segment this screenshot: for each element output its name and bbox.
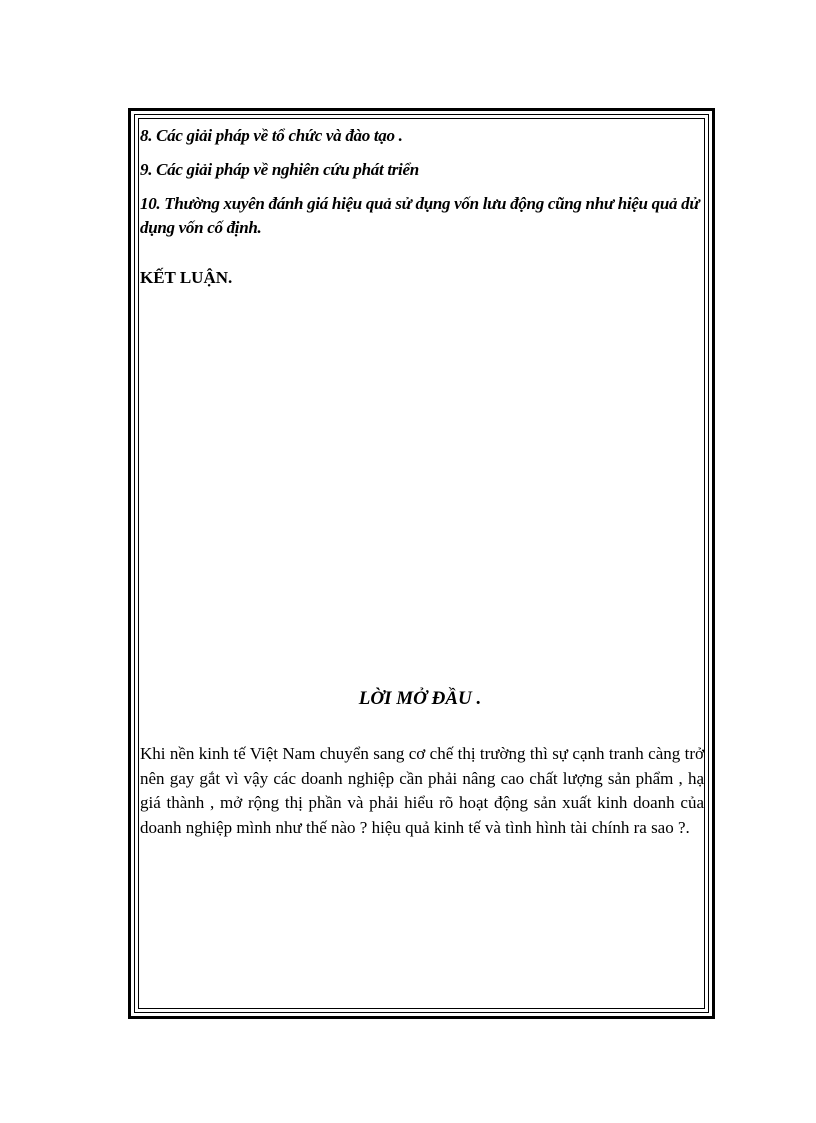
toc-conclusion: KẾT LUẬN. <box>140 268 233 287</box>
table-of-contents <box>140 124 704 240</box>
introduction-body: Khi nền kinh tế Việt Nam chuyển sang cơ chế thị trường thì sự cạnh tranh càng trở nên gay gắt vì vậy các doanh nghiệp cần phải nâng cao chất lượng sản phẩm , hạ giá thành , mở rộng thị phần và phải hiểu rõ hoạt động sản xuất kinh doanh của doanh nghiệp mình như thế nào ? hiệu quả kinh tế và tình hình tài chính ra sao ?. <box>140 744 704 837</box>
introduction-title: LỜI MỞ ĐẦU . <box>358 688 482 709</box>
page-border <box>128 108 715 1019</box>
toc-item-8: 8. Các giải pháp về tổ chức và đào tạo . <box>140 126 403 145</box>
toc-item-10: 10. Thường xuyên đánh giá hiệu quả sử dụng vốn lưu động cũng như hiệu quả dử dụng vốn cố định. <box>140 194 700 237</box>
toc-item-9: 9. Các giải pháp về nghiên cứu phát triển <box>140 160 419 179</box>
page-border-innermost <box>138 118 705 1009</box>
page-border-inner <box>134 114 709 1013</box>
